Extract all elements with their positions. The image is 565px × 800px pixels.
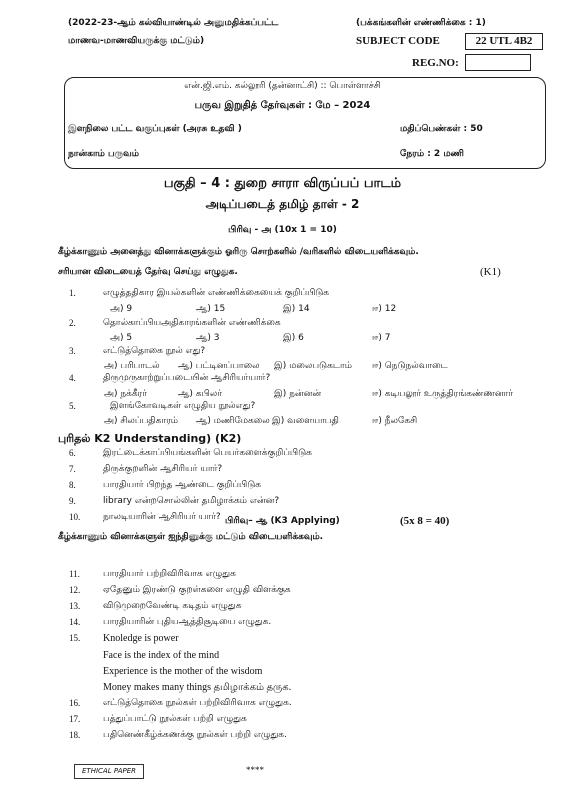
option-d: ஈ) நீலகேசி [372, 416, 418, 426]
question-text: பாரதியார் பற்றிவிரிவாக எழுதுக [103, 569, 236, 579]
question-number: 17. [69, 714, 81, 724]
question-number: 15. [69, 633, 81, 643]
question-text: எட்டுத்தொகை நூல்கள் பற்றிவிரிவாக எழுதுக. [103, 698, 292, 708]
exam-title: பருவ இறுதித் தேர்வுகள் : மே – 2024 [194, 100, 371, 111]
k1-label: (K1) [480, 266, 501, 278]
part-title: பகுதி – 4 : துறை சாரா விருப்பப் பாடம் [163, 176, 402, 191]
question-number: 8. [69, 480, 76, 490]
option-b: ஆ) மணிமேகலை [196, 416, 270, 426]
subject-code-box [465, 33, 543, 50]
option-b: ஆ) 3 [196, 333, 220, 343]
instruction-a-2: சரியான விடையைத் தேர்வு செய்து எழுதுக. [58, 267, 238, 277]
option-d: ஈ) நெடுநல்வாடை [372, 361, 448, 371]
question-text: பத்துப்பாட்டு நூல்கள் பற்றி எழுதுக [103, 714, 247, 724]
eligibility-line-2: மாணவ-மாணவியருக்கு மட்டும்) [68, 36, 205, 46]
question-text: எழுத்ததிகார இயல்களின் எண்ணிக்கையைக் குறிப்பிடுக [103, 288, 330, 298]
college-name: என்.ஜி.எம். கல்லூரி (தன்னாட்சி) :: பொள்ளாச்சி [184, 81, 381, 91]
question-number: 18. [69, 730, 81, 740]
question-number: 14. [69, 617, 81, 627]
question-text: நாலடியாரின் ஆசிரியர் யார்? [103, 512, 221, 522]
option-a: அ) பரிபாடல் [104, 361, 160, 371]
option-a: அ) நக்கீரர் [104, 389, 148, 399]
option-d: ஈ) 12 [372, 304, 397, 314]
q15-line: Money makes many things தமிழாக்கம் தருக. [103, 682, 292, 693]
question-text: எட்டுத்தொகை நூல் எது? [103, 346, 206, 356]
question-text: இளங்கோவடிகள் எழுதிய நூல்எது? [110, 401, 256, 411]
option-c: இ) நன்னன் [274, 389, 322, 399]
question-number: 6. [69, 448, 76, 458]
instruction-a-1: கீழ்க்காணும் அனைத்து வினாக்களுக்கும் ஓரிரு சொற்களில் /வரிகளில் விடையளிக்கவும். [58, 247, 419, 257]
q15-line: Experience is the mother of the wisdom [103, 666, 263, 677]
option-b: ஆ) கபிலர் [178, 389, 222, 399]
question-number: 10. [69, 512, 81, 522]
question-text: Knoledge is power [103, 633, 179, 644]
option-a: அ) 9 [110, 304, 133, 314]
duration: நேரம் : 2 மணி [400, 149, 464, 159]
question-text: இரட்டைக்காப்பியங்களின் பெயர்களைக்குறிப்பிடுக [103, 448, 312, 458]
question-number: 4. [69, 373, 76, 383]
section-a-heading: பிரிவு - அ (10x 1 = 10) [228, 225, 337, 235]
question-text: பாரதியார் பிறந்த ஆண்டை குறிப்பிடுக [103, 480, 261, 490]
max-marks: மதிப்பெண்கள் : 50 [400, 124, 483, 134]
question-number: 16. [69, 698, 81, 708]
section-b-marks: (5x 8 = 40) [400, 515, 450, 527]
question-number: 5. [69, 401, 76, 411]
end-stars: **** [246, 765, 264, 775]
option-b: ஆ) பட்டினப்பாலை [178, 361, 260, 371]
ethical-paper-stamp: ETHICAL PAPER [74, 764, 144, 779]
question-number: 1. [69, 288, 76, 298]
question-number: 13. [69, 601, 81, 611]
question-number: 12. [69, 585, 81, 595]
course-name: இளநிலை பட்ட வகுப்புகள் (அரசு உதவி ) [68, 124, 242, 134]
page-count: (பக்கங்களின் எண்ணிக்கை : 1) [356, 18, 486, 28]
q15-line: Face is the index of the mind [103, 650, 220, 661]
question-text: விடுமுறைவேண்டி கடிதம் எழுதுக [103, 601, 242, 611]
question-number: 11. [69, 569, 80, 579]
question-text: library என்றசொல்லின் தமிழாக்கம் என்ன? [103, 496, 280, 506]
option-a: அ) சிலப்பதிகாரம் [104, 416, 179, 426]
option-d: ஈ) கடியலூர் உருத்திரங்கண்ணனார் [372, 389, 513, 399]
question-text: திருக்குறளின் ஆசிரியர் யார்? [103, 464, 223, 474]
option-c: இ) மலைபடுகடாம் [274, 361, 352, 371]
reg-no-label: REG.NO: [412, 57, 459, 69]
option-d: ஈ) 7 [372, 333, 391, 343]
question-text: பதினெண்கீழ்க்கணக்கு நூல்கள் பற்றி எழுதுக. [103, 730, 287, 740]
question-text: பாரதியாரின் புதியஆத்திசூடியை எழுதுக. [103, 617, 272, 627]
subject-code: 22 UTL 4B2 [475, 35, 533, 47]
option-c: இ) வளையாபதி [272, 416, 339, 426]
paper-title: அடிப்படைத் தமிழ் தாள் - 2 [205, 197, 360, 211]
instruction-b: கீழ்க்காணும் வினாக்களுள் ஐந்தினுக்கு மட்டும் விடையளிக்கவும். [58, 532, 324, 542]
question-number: 9. [69, 496, 76, 506]
section-b-heading: பிரிவு– ஆ (K3 Applying) [225, 516, 340, 526]
option-a: அ) 5 [110, 333, 133, 343]
k2-heading: புரிதல் K2 Understanding) (K2) [58, 432, 242, 445]
option-c: இ) 14 [283, 304, 310, 314]
reg-no-box [465, 54, 531, 71]
question-text: திருமுருகாற்றுப்படையின் ஆசிரியர்யார்? [103, 373, 271, 383]
question-number: 3. [69, 346, 76, 356]
eligibility-line-1: (2022-23-ஆம் கல்வியாண்டில் அனுமதிக்கப்பட்ட [68, 18, 279, 28]
option-b: ஆ) 15 [196, 304, 226, 314]
question-text: ஏதேனும் இரண்டு குறள்களை எழுதி விளக்குக [103, 585, 291, 595]
question-number: 2. [69, 318, 76, 328]
semester: நான்காம் பருவம் [68, 149, 139, 159]
option-c: இ) 6 [283, 333, 304, 343]
question-number: 7. [69, 464, 76, 474]
subject-code-label: SUBJECT CODE [356, 35, 440, 47]
question-text: தொல்காப்பியஅதிகாரங்களின் எண்ணிக்கை [103, 318, 281, 328]
